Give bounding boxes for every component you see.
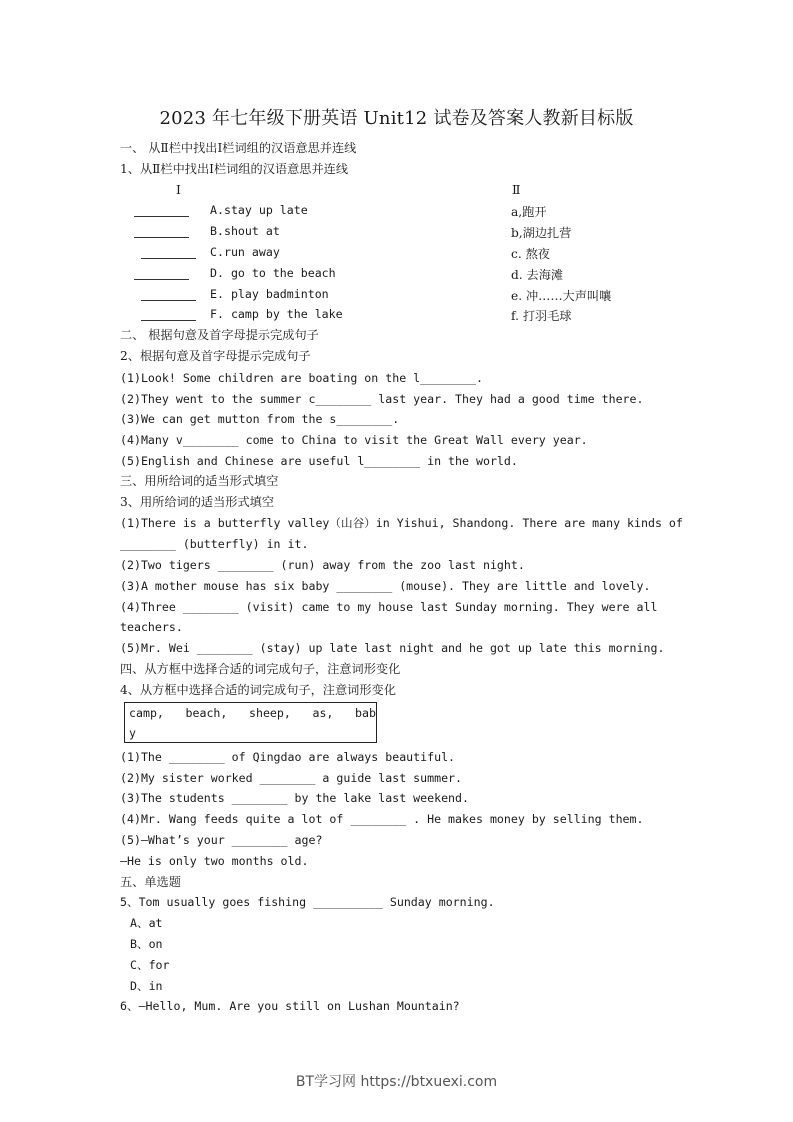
- word-option: sheep,: [248, 706, 291, 720]
- sentence-item: teachers.: [120, 620, 183, 634]
- sentence-item: (2)They went to the summer c________ last year. They had a good time there.: [120, 392, 644, 406]
- phrase-item: F. camp by the lake: [210, 307, 343, 321]
- choice-option[interactable]: A、at: [130, 916, 163, 930]
- answer-blank-d[interactable]: [134, 279, 189, 280]
- sentence-item: (3)A mother mouse has six baby ________ (mouse). They are little and lovely.: [120, 579, 651, 593]
- meaning-item: c. 熬夜: [511, 247, 550, 261]
- phrase-item: E. play badminton: [210, 287, 329, 301]
- word-box-tail: y: [129, 726, 136, 740]
- sentence-item: (5)—What’s your ________ age?: [120, 833, 323, 847]
- sentence-item: —He is only two months old.: [120, 854, 309, 868]
- answer-blank-f[interactable]: [141, 320, 196, 321]
- meaning-item: e. 冲……大声叫嚷: [511, 289, 612, 303]
- question-6: 6、—Hello, Mum. Are you still on Lushan Mountain?: [120, 999, 460, 1013]
- sentence-item: (2)Two tigers ________ (run) away from the zoo last night.: [120, 558, 525, 572]
- sentence-item: (3)The students ________ by the lake last weekend.: [120, 791, 470, 805]
- phrase-item: B.shout at: [210, 224, 280, 238]
- sentence-item: (4)Three ________ (visit) came to my house last Sunday morning. They were all: [120, 600, 658, 614]
- sentence-item: ________ (butterfly) in it.: [120, 537, 309, 551]
- phrase-item: C.run away: [210, 245, 280, 259]
- answer-blank-e[interactable]: [141, 300, 196, 301]
- choice-option[interactable]: B、on: [130, 937, 163, 951]
- section-1-heading: 一、 从Ⅱ栏中找出Ⅰ栏词组的汉语意思并连线: [120, 141, 357, 155]
- section-4-heading: 四、从方框中选择合适的词完成句子，注意词形变化: [120, 662, 401, 676]
- phrase-item: A.stay up late: [210, 203, 308, 217]
- phrase-item: D. go to the beach: [210, 266, 336, 280]
- word-option: as,: [312, 706, 334, 720]
- choice-option[interactable]: C、for: [130, 958, 170, 972]
- question-1: 1、从Ⅱ栏中找出Ⅰ栏词组的汉语意思并连线: [120, 162, 349, 176]
- sentence-item: (1)The ________ of Qingdao are always beautiful.: [120, 750, 456, 764]
- meaning-item: a,跑开: [511, 205, 547, 219]
- meaning-item: f. 打羽毛球: [511, 309, 572, 323]
- section-5-heading: 五、单选题: [120, 875, 181, 889]
- column-2-header: Ⅱ: [512, 182, 521, 197]
- sentence-item: (4)Mr. Wang feeds quite a lot of ________ . He makes money by selling them.: [120, 812, 644, 826]
- sentence-item: (1)Look! Some children are boating on the l________.: [120, 371, 483, 385]
- sentence-item: (1)There is a butterfly valley（山谷）in Yishui, Shandong. There are many kinds of: [120, 516, 683, 530]
- word-option: beach,: [185, 706, 228, 720]
- section-2-heading: 二、 根据句意及首字母提示完成句子: [120, 328, 319, 342]
- choice-option[interactable]: D、in: [130, 979, 163, 993]
- sentence-item: (3)We can get mutton from the s________.: [120, 412, 400, 426]
- question-5: 5、Tom usually goes fishing __________ Sunday morning.: [120, 895, 495, 909]
- answer-blank-c[interactable]: [141, 258, 196, 259]
- word-box: [124, 702, 377, 743]
- sentence-item: (5)Mr. Wei ________ (stay) up late last night and he got up late this morning.: [120, 641, 665, 655]
- answer-blank-b[interactable]: [134, 237, 189, 238]
- column-1-header: Ⅰ: [176, 182, 181, 197]
- question-3: 3、用所给词的适当形式填空: [120, 495, 275, 509]
- sentence-item: (4)Many v________ come to China to visit the Great Wall every year.: [120, 433, 588, 447]
- question-2: 2、根据句意及首字母提示完成句子: [120, 349, 311, 363]
- question-4: 4、从方框中选择合适的词完成句子，注意词形变化: [120, 683, 396, 697]
- sentence-item: (2)My sister worked ________ a guide last summer.: [120, 771, 463, 785]
- meaning-item: d. 去海滩: [511, 268, 564, 282]
- word-option: camp,: [129, 706, 164, 720]
- answer-blank-a[interactable]: [134, 216, 189, 217]
- meaning-item: b,湖边扎营: [511, 226, 572, 240]
- sentence-item: (5)English and Chinese are useful l________ in the world.: [120, 454, 518, 468]
- section-3-heading: 三、用所给词的适当形式填空: [120, 474, 279, 488]
- word-box-row: [129, 706, 376, 720]
- page-title: 2023 年七年级下册英语 Unit12 试卷及答案人教新目标版: [159, 108, 634, 129]
- footer-watermark: BT学习网 https://btxuexi.com: [295, 1074, 498, 1090]
- word-option: bab: [355, 706, 376, 720]
